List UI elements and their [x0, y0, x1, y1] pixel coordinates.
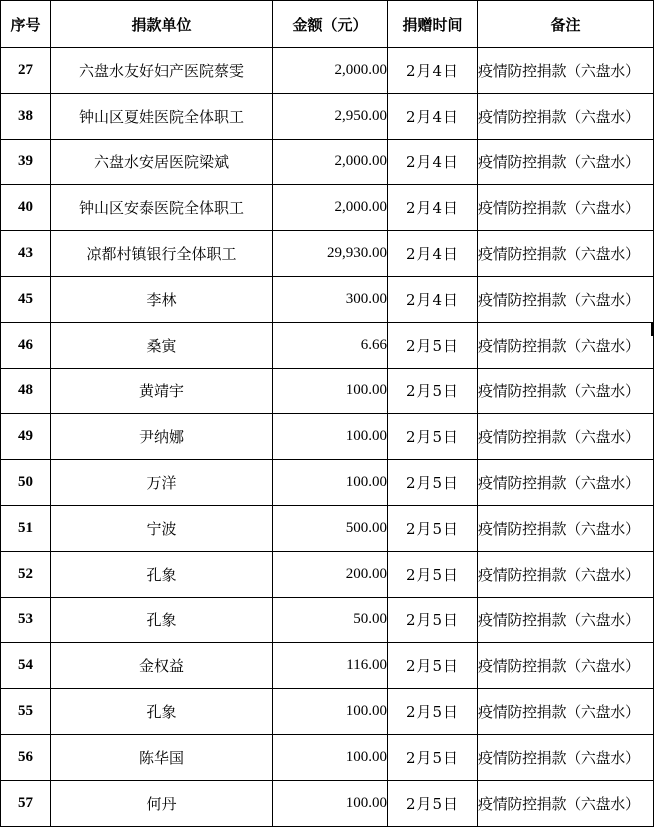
edge-mark: [651, 322, 654, 336]
note-cell: 疫情防控捐款（六盘水）: [478, 414, 654, 460]
note-cell: 疫情防控捐款（六盘水）: [478, 276, 654, 322]
amount-cell: 29,930.00: [273, 231, 388, 277]
donor-unit-cell: 孔象: [51, 551, 273, 597]
note-cell: 疫情防控捐款（六盘水）: [478, 597, 654, 643]
donor-unit-cell: 六盘水安居医院梁斌: [51, 139, 273, 185]
amount-cell: 100.00: [273, 368, 388, 414]
amount-cell: 300.00: [273, 276, 388, 322]
table-row: [1, 231, 654, 277]
table-row: [1, 551, 654, 597]
table-row: [1, 460, 654, 506]
amount-cell: 100.00: [273, 689, 388, 735]
amount-cell: 500.00: [273, 505, 388, 551]
donor-unit-cell: 孔象: [51, 597, 273, 643]
table-row: [1, 780, 654, 826]
donor-unit-cell: 金权益: [51, 643, 273, 689]
note-cell: 疫情防控捐款（六盘水）: [478, 185, 654, 231]
donor-unit-cell: 孔象: [51, 689, 273, 735]
donation-date-cell: 2月5日: [388, 460, 478, 506]
donor-unit-cell: 尹纳娜: [51, 414, 273, 460]
table-row: [1, 689, 654, 735]
table-row: [1, 368, 654, 414]
note-cell: 疫情防控捐款（六盘水）: [478, 322, 654, 368]
serial-no-cell: 52: [1, 551, 51, 597]
serial-no-cell: 54: [1, 643, 51, 689]
donor-unit-cell: 六盘水友好妇产医院蔡雯: [51, 48, 273, 94]
serial-no-cell: 56: [1, 734, 51, 780]
donor-unit-cell: 黄靖宇: [51, 368, 273, 414]
table-row: [1, 185, 654, 231]
donor-unit-cell: 李林: [51, 276, 273, 322]
note-cell: 疫情防控捐款（六盘水）: [478, 551, 654, 597]
header-donation-date: 捐赠时间: [388, 1, 478, 48]
note-cell: 疫情防控捐款（六盘水）: [478, 780, 654, 826]
serial-no-cell: 50: [1, 460, 51, 506]
donation-date-cell: 2月5日: [388, 734, 478, 780]
donation-date-cell: 2月4日: [388, 231, 478, 277]
table-row: [1, 734, 654, 780]
donation-date-cell: 2月5日: [388, 597, 478, 643]
serial-no-cell: 40: [1, 185, 51, 231]
header-serial-no: 序号: [1, 1, 51, 48]
amount-cell: 100.00: [273, 780, 388, 826]
table-row: [1, 597, 654, 643]
amount-cell: 2,950.00: [273, 93, 388, 139]
donor-unit-cell: 钟山区安泰医院全体职工: [51, 185, 273, 231]
table-body: [1, 48, 654, 827]
donation-date-cell: 2月5日: [388, 689, 478, 735]
serial-no-cell: 48: [1, 368, 51, 414]
serial-no-cell: 46: [1, 322, 51, 368]
table-row: [1, 505, 654, 551]
donor-unit-cell: 万洋: [51, 460, 273, 506]
amount-cell: 200.00: [273, 551, 388, 597]
serial-no-cell: 49: [1, 414, 51, 460]
table-row: [1, 48, 654, 94]
note-cell: 疫情防控捐款（六盘水）: [478, 689, 654, 735]
amount-cell: 100.00: [273, 734, 388, 780]
donation-date-cell: 2月5日: [388, 322, 478, 368]
note-cell: 疫情防控捐款（六盘水）: [478, 231, 654, 277]
donor-unit-cell: 桑寅: [51, 322, 273, 368]
donation-date-cell: 2月5日: [388, 643, 478, 689]
serial-no-cell: 51: [1, 505, 51, 551]
donation-date-cell: 2月5日: [388, 551, 478, 597]
donation-date-cell: 2月5日: [388, 368, 478, 414]
serial-no-cell: 45: [1, 276, 51, 322]
header-note: 备注: [478, 1, 654, 48]
amount-cell: 50.00: [273, 597, 388, 643]
donation-date-cell: 2月5日: [388, 505, 478, 551]
serial-no-cell: 55: [1, 689, 51, 735]
amount-cell: 116.00: [273, 643, 388, 689]
table-row: [1, 93, 654, 139]
table-row: [1, 643, 654, 689]
header-amount: 金额（元）: [273, 1, 388, 48]
donor-unit-cell: 凉都村镇银行全体职工: [51, 231, 273, 277]
table-row: [1, 276, 654, 322]
note-cell: 疫情防控捐款（六盘水）: [478, 505, 654, 551]
note-cell: 疫情防控捐款（六盘水）: [478, 368, 654, 414]
donor-unit-cell: 钟山区夏娃医院全体职工: [51, 93, 273, 139]
note-cell: 疫情防控捐款（六盘水）: [478, 139, 654, 185]
amount-cell: 100.00: [273, 460, 388, 506]
amount-cell: 2,000.00: [273, 185, 388, 231]
amount-cell: 6.66: [273, 322, 388, 368]
header-row: [1, 1, 654, 48]
serial-no-cell: 53: [1, 597, 51, 643]
table-row: [1, 414, 654, 460]
donation-date-cell: 2月5日: [388, 780, 478, 826]
amount-cell: 2,000.00: [273, 48, 388, 94]
table-row: [1, 139, 654, 185]
serial-no-cell: 39: [1, 139, 51, 185]
note-cell: 疫情防控捐款（六盘水）: [478, 93, 654, 139]
table-row: [1, 322, 654, 368]
header-donor-unit: 捐款单位: [51, 1, 273, 48]
donation-date-cell: 2月5日: [388, 414, 478, 460]
serial-no-cell: 38: [1, 93, 51, 139]
donation-date-cell: 2月4日: [388, 276, 478, 322]
donation-date-cell: 2月4日: [388, 139, 478, 185]
amount-cell: 100.00: [273, 414, 388, 460]
serial-no-cell: 57: [1, 780, 51, 826]
serial-no-cell: 27: [1, 48, 51, 94]
donor-unit-cell: 何丹: [51, 780, 273, 826]
note-cell: 疫情防控捐款（六盘水）: [478, 48, 654, 94]
note-cell: 疫情防控捐款（六盘水）: [478, 734, 654, 780]
donation-date-cell: 2月4日: [388, 185, 478, 231]
donation-date-cell: 2月4日: [388, 93, 478, 139]
note-cell: 疫情防控捐款（六盘水）: [478, 643, 654, 689]
serial-no-cell: 43: [1, 231, 51, 277]
donor-unit-cell: 宁波: [51, 505, 273, 551]
donor-unit-cell: 陈华国: [51, 734, 273, 780]
amount-cell: 2,000.00: [273, 139, 388, 185]
note-cell: 疫情防控捐款（六盘水）: [478, 460, 654, 506]
donation-date-cell: 2月4日: [388, 48, 478, 94]
